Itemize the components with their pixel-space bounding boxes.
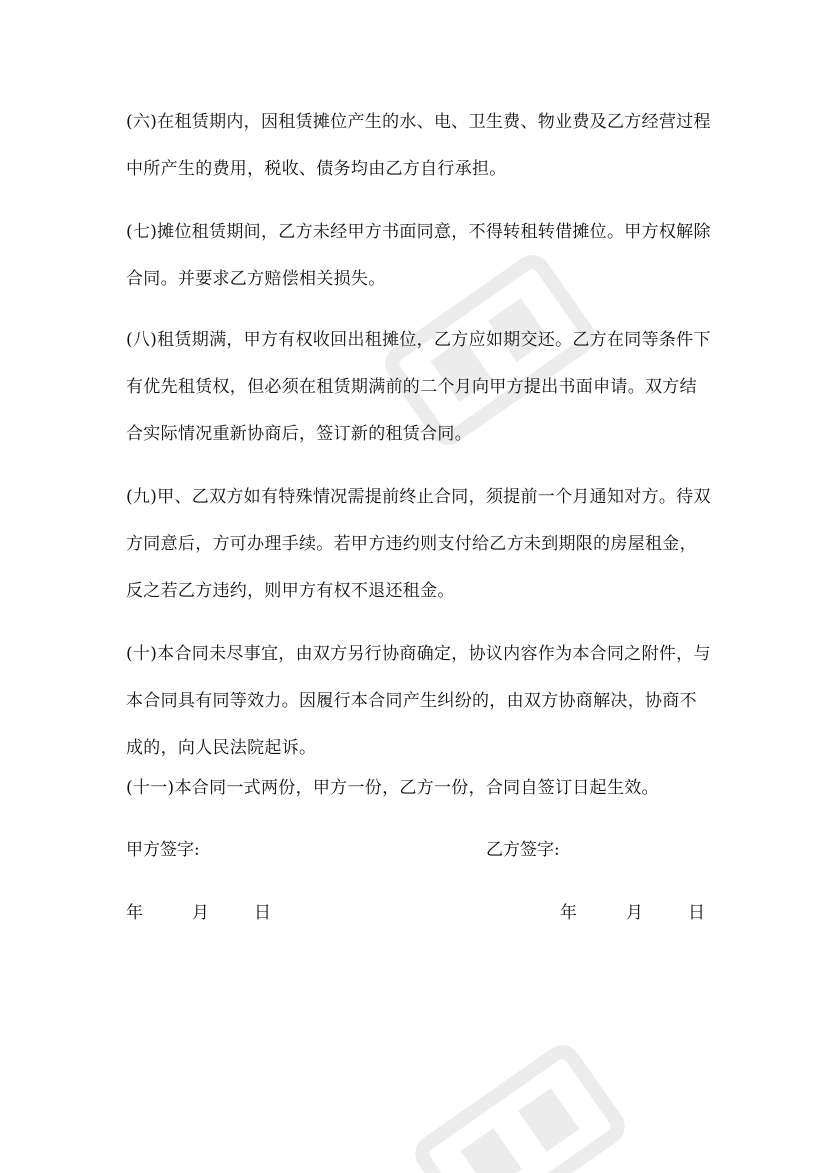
clause-10: (十)本合同未尽事宜，由双方另行协商确定，协议内容作为本合同之附件，与本合同具有同等效力。因履行本合同产生纠纷的，由双方协商解决，协商不成的，向人民法院起诉。 — [126, 644, 711, 758]
clause-9: (九)甲、乙双方如有特殊情况需提前终止合同，须提前一个月通知对方。待双方同意后，方可办理手续。若甲方违约则支付给乙方未到期限的房屋租金，反之若乙方违约，则甲方有权不退还租金。 — [126, 487, 711, 601]
date-day-label: 日 — [688, 903, 705, 923]
date-year-label: 年 — [126, 903, 143, 923]
date-day-label: 日 — [254, 903, 271, 923]
date-month-label: 月 — [192, 903, 209, 923]
party-b-signature-label: 乙方签字: — [486, 840, 560, 860]
watermark-logo — [384, 1011, 656, 1173]
clause-6: (六)在租赁期内，因租赁摊位产生的水、电、卫生费、物业费及乙方经营过程中所产生的费用，税收、债务均由乙方自行承担。 — [126, 112, 711, 179]
clause-8: (八)租赁期满，甲方有权收回出租摊位，乙方应如期交还。乙方在同等条件下有优先租赁权，但必须在租赁期满前的二个月向甲方提出书面申请。双方结合实际情况重新协商后，签订新的租赁合同。 — [126, 330, 711, 444]
party-a-signature-label: 甲方签字: — [126, 840, 200, 860]
clause-11: (十一)本合同一式两份，甲方一份，乙方一份，合同自签订日起生效。 — [126, 778, 659, 798]
clause-7: (七)摊位租赁期间，乙方未经甲方书面同意，不得转租转借摊位。甲方权解除合同。并要求乙方赔偿相关损失。 — [126, 222, 711, 289]
date-year-label: 年 — [560, 903, 577, 923]
date-month-label: 月 — [626, 903, 643, 923]
